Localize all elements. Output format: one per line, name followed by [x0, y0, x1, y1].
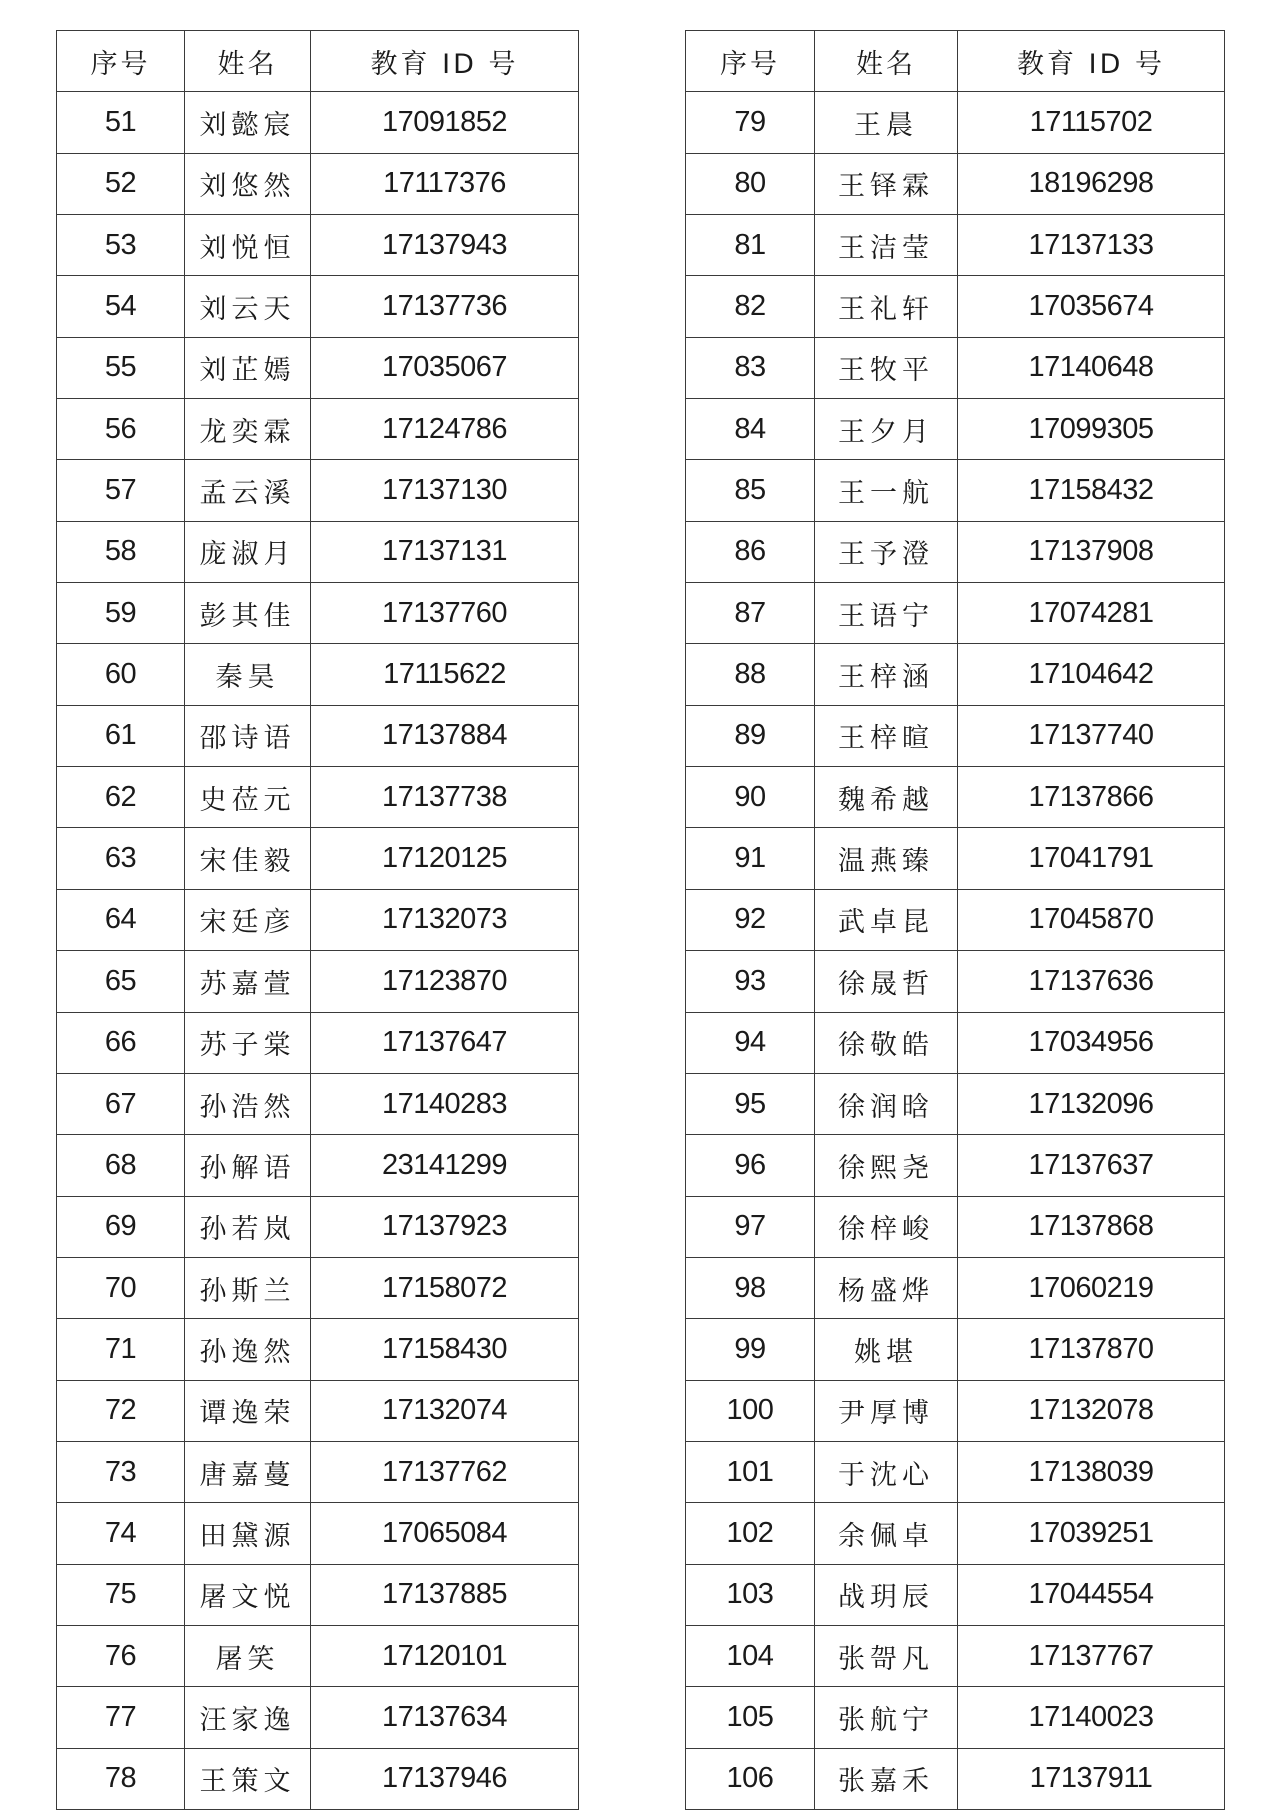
education-id-cell: 17045870: [958, 889, 1225, 950]
education-id-cell: 17140023: [958, 1687, 1225, 1748]
seq-cell: 82: [686, 276, 815, 337]
name-cell: 宋廷彦: [185, 889, 311, 950]
seq-cell: 79: [686, 92, 815, 153]
seq-cell: 106: [686, 1748, 815, 1809]
education-id-cell: 17132096: [958, 1073, 1225, 1134]
table-row: [57, 399, 579, 460]
seq-cell: 104: [686, 1625, 815, 1686]
education-id-cell: 17074281: [958, 583, 1225, 644]
seq-cell: 88: [686, 644, 815, 705]
table-row: [686, 337, 1225, 398]
seq-cell: 77: [57, 1687, 185, 1748]
table-row: [57, 1564, 579, 1625]
name-cell: 谭逸荣: [185, 1380, 311, 1441]
name-cell: 秦昊: [185, 644, 311, 705]
table-row: [686, 951, 1225, 1012]
name-cell: 王铎霖: [815, 153, 958, 214]
name-cell: 王夕月: [815, 399, 958, 460]
seq-cell: 81: [686, 215, 815, 276]
name-cell: 王策文: [185, 1748, 311, 1809]
table-row: [57, 1073, 579, 1134]
seq-cell: 62: [57, 767, 185, 828]
education-id-cell: 17137740: [958, 705, 1225, 766]
education-id-cell: 17137946: [311, 1748, 579, 1809]
name-cell: 姚堪: [815, 1319, 958, 1380]
header-id: 教育 ID 号: [958, 31, 1225, 92]
name-cell: 王梓涵: [815, 644, 958, 705]
name-cell: 邵诗语: [185, 705, 311, 766]
seq-cell: 98: [686, 1257, 815, 1318]
name-cell: 孙解语: [185, 1135, 311, 1196]
table-row: [57, 644, 579, 705]
education-id-cell: 17137762: [311, 1441, 579, 1502]
name-cell: 徐敬皓: [815, 1012, 958, 1073]
seq-cell: 101: [686, 1441, 815, 1502]
seq-cell: 52: [57, 153, 185, 214]
education-id-cell: 17091852: [311, 92, 579, 153]
table-row: [686, 276, 1225, 337]
education-id-cell: 17140648: [958, 337, 1225, 398]
name-cell: 徐梓峻: [815, 1196, 958, 1257]
seq-cell: 61: [57, 705, 185, 766]
education-id-cell: 17138039: [958, 1441, 1225, 1502]
table-row: [686, 1135, 1225, 1196]
education-id-cell: 17104642: [958, 644, 1225, 705]
seq-cell: 93: [686, 951, 815, 1012]
table-row: [57, 153, 579, 214]
roster-table-right: [685, 30, 1225, 1810]
name-cell: 王洁莹: [815, 215, 958, 276]
seq-cell: 102: [686, 1503, 815, 1564]
name-cell: 余佩卓: [815, 1503, 958, 1564]
education-id-cell: 23141299: [311, 1135, 579, 1196]
header-id: 教育 ID 号: [311, 31, 579, 92]
education-id-cell: 17099305: [958, 399, 1225, 460]
table-row: [57, 1319, 579, 1380]
table-row: [686, 1564, 1225, 1625]
name-cell: 苏子棠: [185, 1012, 311, 1073]
table-row: [57, 889, 579, 950]
header-seq: 序号: [686, 31, 815, 92]
table-row: [57, 337, 579, 398]
name-cell: 徐熙尧: [815, 1135, 958, 1196]
seq-cell: 92: [686, 889, 815, 950]
seq-cell: 74: [57, 1503, 185, 1564]
education-id-cell: 17123870: [311, 951, 579, 1012]
name-cell: 尹厚博: [815, 1380, 958, 1441]
seq-cell: 100: [686, 1380, 815, 1441]
table-row: [686, 1503, 1225, 1564]
table-row: [686, 153, 1225, 214]
seq-cell: 60: [57, 644, 185, 705]
name-cell: 庞淑月: [185, 521, 311, 582]
education-id-cell: 17137911: [958, 1748, 1225, 1809]
table-row: [686, 399, 1225, 460]
header-row: [57, 31, 579, 92]
name-cell: 张哿凡: [815, 1625, 958, 1686]
education-id-cell: 17039251: [958, 1503, 1225, 1564]
education-id-cell: 17137736: [311, 276, 579, 337]
name-cell: 于沈心: [815, 1441, 958, 1502]
education-id-cell: 17117376: [311, 153, 579, 214]
seq-cell: 66: [57, 1012, 185, 1073]
seq-cell: 70: [57, 1257, 185, 1318]
name-cell: 屠笑: [185, 1625, 311, 1686]
header-name: 姓名: [185, 31, 311, 92]
seq-cell: 71: [57, 1319, 185, 1380]
name-cell: 杨盛烨: [815, 1257, 958, 1318]
seq-cell: 80: [686, 153, 815, 214]
seq-cell: 53: [57, 215, 185, 276]
seq-cell: 58: [57, 521, 185, 582]
education-id-cell: 17137767: [958, 1625, 1225, 1686]
name-cell: 孙逸然: [185, 1319, 311, 1380]
seq-cell: 55: [57, 337, 185, 398]
seq-cell: 73: [57, 1441, 185, 1502]
education-id-cell: 17132073: [311, 889, 579, 950]
education-id-cell: 17137738: [311, 767, 579, 828]
seq-cell: 90: [686, 767, 815, 828]
seq-cell: 78: [57, 1748, 185, 1809]
table-row: [57, 1196, 579, 1257]
education-id-cell: 17137637: [958, 1135, 1225, 1196]
seq-cell: 97: [686, 1196, 815, 1257]
name-cell: 徐晟哲: [815, 951, 958, 1012]
seq-cell: 91: [686, 828, 815, 889]
table-row: [686, 1319, 1225, 1380]
education-id-cell: 18196298: [958, 153, 1225, 214]
table-row: [57, 1503, 579, 1564]
education-id-cell: 17137636: [958, 951, 1225, 1012]
education-id-cell: 17137760: [311, 583, 579, 644]
education-id-cell: 17035674: [958, 276, 1225, 337]
seq-cell: 94: [686, 1012, 815, 1073]
name-cell: 刘云天: [185, 276, 311, 337]
name-cell: 张嘉禾: [815, 1748, 958, 1809]
table-row: [57, 1257, 579, 1318]
table-row: [57, 767, 579, 828]
education-id-cell: 17034956: [958, 1012, 1225, 1073]
table-body-right: [686, 92, 1225, 1810]
education-id-cell: 17137866: [958, 767, 1225, 828]
education-id-cell: 17137885: [311, 1564, 579, 1625]
column-gap: [578, 30, 685, 1810]
table-row: [686, 460, 1225, 521]
education-id-cell: 17158072: [311, 1257, 579, 1318]
name-cell: 战玥辰: [815, 1564, 958, 1625]
header-row: [686, 31, 1225, 92]
education-id-cell: 17140283: [311, 1073, 579, 1134]
name-cell: 王晨: [815, 92, 958, 153]
header-seq: 序号: [57, 31, 185, 92]
name-cell: 汪家逸: [185, 1687, 311, 1748]
table-row: [686, 92, 1225, 153]
seq-cell: 89: [686, 705, 815, 766]
table-row: [686, 1441, 1225, 1502]
education-id-cell: 17124786: [311, 399, 579, 460]
table-row: [686, 521, 1225, 582]
name-cell: 史莅元: [185, 767, 311, 828]
name-cell: 田黛源: [185, 1503, 311, 1564]
seq-cell: 85: [686, 460, 815, 521]
name-cell: 徐润晗: [815, 1073, 958, 1134]
name-cell: 彭其佳: [185, 583, 311, 644]
table-row: [686, 1257, 1225, 1318]
name-cell: 王牧平: [815, 337, 958, 398]
seq-cell: 96: [686, 1135, 815, 1196]
table-body-left: [57, 92, 579, 1810]
name-cell: 刘芷嫣: [185, 337, 311, 398]
name-cell: 王语宁: [815, 583, 958, 644]
name-cell: 武卓昆: [815, 889, 958, 950]
table-row: [57, 828, 579, 889]
table-row: [57, 705, 579, 766]
table-row: [686, 644, 1225, 705]
table-row: [686, 1012, 1225, 1073]
seq-cell: 64: [57, 889, 185, 950]
table-row: [686, 1687, 1225, 1748]
name-cell: 孙斯兰: [185, 1257, 311, 1318]
education-id-cell: 17137943: [311, 215, 579, 276]
table-row: [686, 1625, 1225, 1686]
table-row: [57, 1012, 579, 1073]
name-cell: 苏嘉萱: [185, 951, 311, 1012]
seq-cell: 57: [57, 460, 185, 521]
name-cell: 宋佳毅: [185, 828, 311, 889]
education-id-cell: 17041791: [958, 828, 1225, 889]
seq-cell: 83: [686, 337, 815, 398]
education-id-cell: 17158432: [958, 460, 1225, 521]
roster-table-left: [56, 30, 579, 1810]
seq-cell: 72: [57, 1380, 185, 1441]
name-cell: 孙若岚: [185, 1196, 311, 1257]
name-cell: 魏希越: [815, 767, 958, 828]
name-cell: 孙浩然: [185, 1073, 311, 1134]
seq-cell: 54: [57, 276, 185, 337]
name-cell: 刘悦恒: [185, 215, 311, 276]
table-row: [686, 1196, 1225, 1257]
table-row: [57, 1748, 579, 1809]
name-cell: 王梓暄: [815, 705, 958, 766]
seq-cell: 99: [686, 1319, 815, 1380]
seq-cell: 84: [686, 399, 815, 460]
education-id-cell: 17137130: [311, 460, 579, 521]
table-row: [686, 889, 1225, 950]
seq-cell: 76: [57, 1625, 185, 1686]
table-row: [686, 1380, 1225, 1441]
education-id-cell: 17137870: [958, 1319, 1225, 1380]
table-row: [57, 521, 579, 582]
seq-cell: 103: [686, 1564, 815, 1625]
table-row: [686, 767, 1225, 828]
table-row: [686, 828, 1225, 889]
education-id-cell: 17137908: [958, 521, 1225, 582]
seq-cell: 86: [686, 521, 815, 582]
education-id-cell: 17137923: [311, 1196, 579, 1257]
name-cell: 龙奕霖: [185, 399, 311, 460]
seq-cell: 67: [57, 1073, 185, 1134]
table-row: [57, 951, 579, 1012]
education-id-cell: 17044554: [958, 1564, 1225, 1625]
education-id-cell: 17065084: [311, 1503, 579, 1564]
table-row: [57, 1135, 579, 1196]
table-row: [57, 92, 579, 153]
name-cell: 刘悠然: [185, 153, 311, 214]
header-name: 姓名: [815, 31, 958, 92]
education-id-cell: 17137634: [311, 1687, 579, 1748]
name-cell: 孟云溪: [185, 460, 311, 521]
name-cell: 王礼轩: [815, 276, 958, 337]
education-id-cell: 17132074: [311, 1380, 579, 1441]
seq-cell: 65: [57, 951, 185, 1012]
seq-cell: 68: [57, 1135, 185, 1196]
education-id-cell: 17137868: [958, 1196, 1225, 1257]
table-row: [686, 1073, 1225, 1134]
seq-cell: 59: [57, 583, 185, 644]
seq-cell: 51: [57, 92, 185, 153]
table-row: [57, 1625, 579, 1686]
education-id-cell: 17158430: [311, 1319, 579, 1380]
seq-cell: 69: [57, 1196, 185, 1257]
table-row: [686, 1748, 1225, 1809]
seq-cell: 95: [686, 1073, 815, 1134]
table-row: [57, 276, 579, 337]
seq-cell: 63: [57, 828, 185, 889]
education-id-cell: 17120125: [311, 828, 579, 889]
table-row: [686, 215, 1225, 276]
name-cell: 王予澄: [815, 521, 958, 582]
education-id-cell: 17035067: [311, 337, 579, 398]
education-id-cell: 17137647: [311, 1012, 579, 1073]
seq-cell: 56: [57, 399, 185, 460]
name-cell: 王一航: [815, 460, 958, 521]
table-row: [57, 460, 579, 521]
table-row: [57, 1441, 579, 1502]
name-cell: 温燕臻: [815, 828, 958, 889]
seq-cell: 87: [686, 583, 815, 644]
seq-cell: 75: [57, 1564, 185, 1625]
education-id-cell: 17132078: [958, 1380, 1225, 1441]
name-cell: 刘懿宸: [185, 92, 311, 153]
table-row: [57, 215, 579, 276]
name-cell: 唐嘉蔓: [185, 1441, 311, 1502]
name-cell: 屠文悦: [185, 1564, 311, 1625]
education-id-cell: 17115622: [311, 644, 579, 705]
table-row: [57, 583, 579, 644]
name-cell: 张航宁: [815, 1687, 958, 1748]
table-row: [57, 1380, 579, 1441]
table-row: [57, 1687, 579, 1748]
education-id-cell: 17137131: [311, 521, 579, 582]
seq-cell: 105: [686, 1687, 815, 1748]
education-id-cell: 17120101: [311, 1625, 579, 1686]
education-id-cell: 17115702: [958, 92, 1225, 153]
education-id-cell: 17060219: [958, 1257, 1225, 1318]
table-row: [686, 705, 1225, 766]
education-id-cell: 17137884: [311, 705, 579, 766]
table-row: [686, 583, 1225, 644]
education-id-cell: 17137133: [958, 215, 1225, 276]
